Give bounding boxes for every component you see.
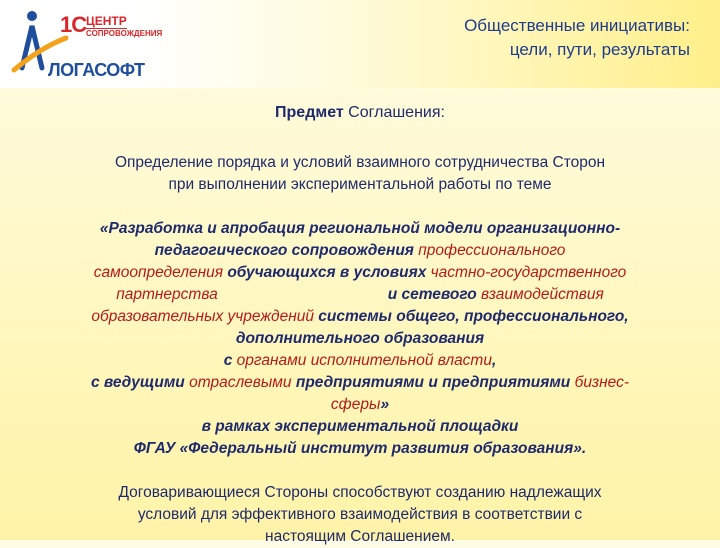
topic-text: педагогического сопровождения bbox=[154, 242, 419, 259]
subject-bold: Предмет bbox=[275, 104, 344, 121]
topic-highlight: профессионального bbox=[418, 242, 566, 259]
topic-text: в рамках экспериментальной площадки bbox=[201, 418, 519, 435]
topic-highlight: партнерства bbox=[116, 286, 218, 303]
subject-heading bbox=[0, 104, 720, 122]
logo-sopr-text: СОПРОВОЖДЕНИЯ bbox=[86, 29, 163, 38]
topic-line bbox=[0, 350, 720, 372]
topic-text: с ведущими bbox=[90, 374, 190, 391]
closing-line1: Договаривающиеся Стороны способствуют созданию надлежащих bbox=[118, 484, 602, 501]
logo-1c-text: 1С bbox=[60, 12, 87, 37]
topic-line bbox=[0, 218, 720, 240]
header-title bbox=[330, 14, 690, 62]
topic-text: системы общего, профессионального, bbox=[314, 308, 629, 325]
topic-highlight: бизнес- bbox=[574, 374, 630, 391]
topic-paragraph bbox=[0, 218, 720, 460]
topic-highlight: органами исполнительной власти bbox=[236, 352, 492, 369]
closing-line3: настоящим Соглашением. bbox=[265, 528, 455, 545]
topic-text: «Разработка и апробация региональной модели организационно- bbox=[99, 220, 621, 237]
topic-line bbox=[0, 394, 720, 416]
topic-line bbox=[0, 328, 720, 350]
topic-line bbox=[0, 438, 720, 460]
definition-line1: Определение порядка и условий взаимного сотрудничества Сторон bbox=[114, 154, 606, 171]
topic-highlight: частно-государственного bbox=[430, 264, 627, 281]
topic-text: обучающихся в условиях bbox=[223, 264, 431, 281]
topic-text: дополнительного образования bbox=[235, 330, 485, 347]
header-title-line2: цели, пути, результаты bbox=[509, 40, 690, 59]
closing-paragraph bbox=[40, 482, 680, 548]
topic-text: и сетевого bbox=[387, 286, 482, 303]
topic-text: предприятиями и предприятиями bbox=[291, 374, 575, 391]
topic-line bbox=[0, 284, 720, 306]
topic-line bbox=[0, 240, 720, 262]
logo-logasoft-text: ЛОГАСОФТ bbox=[48, 60, 145, 80]
topic-line bbox=[0, 372, 720, 394]
topic-highlight: самоопределения bbox=[93, 264, 224, 281]
topic-text: ФГАУ «Федеральный институт развития образования». bbox=[133, 440, 587, 457]
subject-rest: Соглашения: bbox=[343, 104, 445, 121]
topic-highlight: сферы bbox=[330, 396, 381, 413]
topic-text: с bbox=[223, 352, 237, 369]
definition-line2: при выполнении экспериментальной работы по теме bbox=[168, 176, 552, 193]
header-title-line1: Общественные инициативы: bbox=[464, 16, 690, 35]
topic-highlight: образовательных учреждений bbox=[91, 308, 314, 325]
definition-paragraph bbox=[40, 152, 680, 196]
topic-highlight: отраслевыми bbox=[189, 374, 292, 391]
closing-line2: условий для эффективного взаимодействия в соответствии с bbox=[137, 506, 583, 523]
topic-line bbox=[0, 306, 720, 328]
topic-text: , bbox=[491, 352, 497, 369]
logo-centr-text: ЦЕНТР bbox=[86, 14, 127, 28]
topic-highlight: взаимодействия bbox=[481, 286, 604, 303]
logo bbox=[10, 8, 163, 82]
topic-line bbox=[0, 262, 720, 284]
topic-line bbox=[0, 416, 720, 438]
topic-text: » bbox=[380, 396, 390, 413]
